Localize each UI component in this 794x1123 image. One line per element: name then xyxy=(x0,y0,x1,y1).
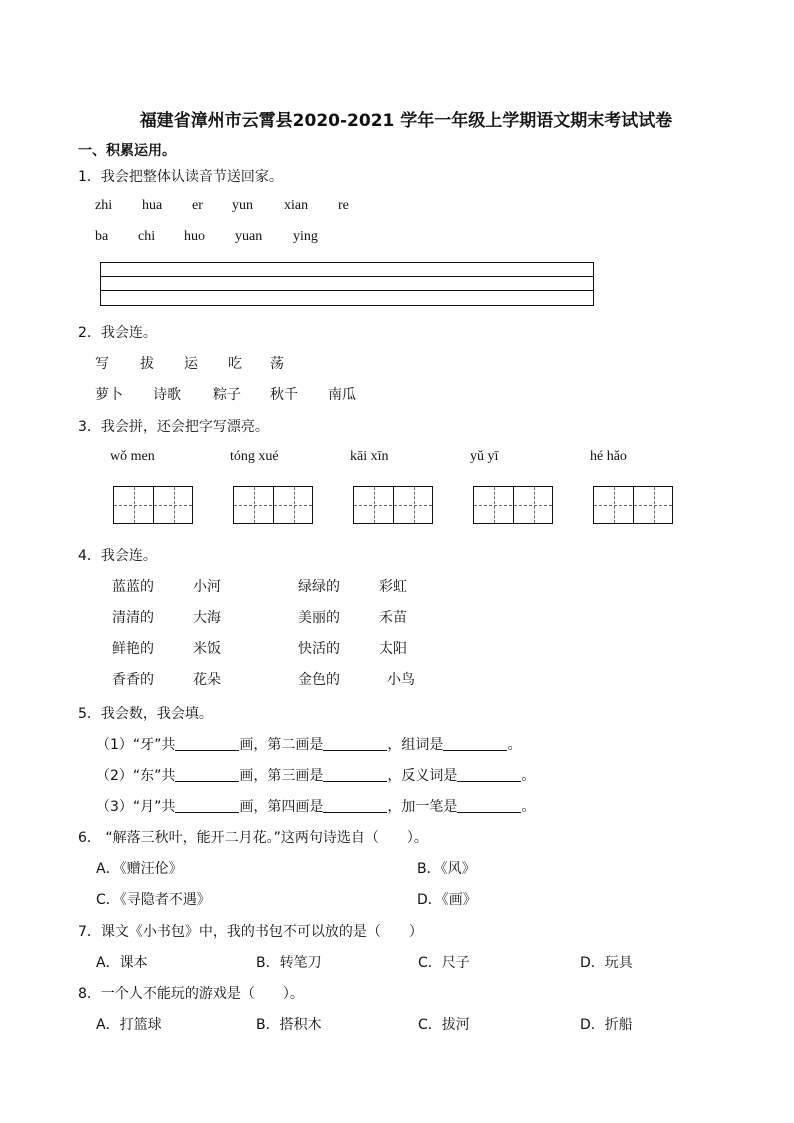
fill-text: （3）“月”共 xyxy=(96,799,176,815)
fill-line-2 xyxy=(96,765,535,785)
option-a[interactable]: A．《赠汪伦》 xyxy=(96,861,183,877)
question-2-stem: 2．我会连。 xyxy=(78,325,157,341)
syllable: re xyxy=(338,198,349,213)
syllable: ba xyxy=(95,229,109,244)
writing-grid[interactable] xyxy=(113,486,193,524)
writing-grid[interactable] xyxy=(593,486,673,524)
match-word: 写 xyxy=(95,356,109,372)
match-word: 小河 xyxy=(193,579,221,595)
syllable: hua xyxy=(142,198,163,213)
page-title: 福建省漳州市云霄县2020-2021 学年一年级上学期语文期末考试试卷 xyxy=(139,111,673,131)
syllable: xian xyxy=(284,198,309,213)
option-a[interactable]: A．课本 xyxy=(96,955,148,971)
fill-text: 画，第四画是 xyxy=(239,799,324,815)
fill-text: 画，第三画是 xyxy=(239,768,324,784)
match-word: 金色的 xyxy=(298,672,340,688)
fill-text: 。 xyxy=(521,799,536,815)
fill-text: 。 xyxy=(521,768,536,784)
answer-blank[interactable] xyxy=(323,798,387,813)
option-b[interactable]: B．《风》 xyxy=(417,861,476,877)
option-b[interactable]: B．搭积木 xyxy=(256,1017,322,1033)
section-heading: 一、积累运用。 xyxy=(78,143,176,159)
match-word: 秋千 xyxy=(270,387,298,403)
writing-grid[interactable] xyxy=(353,486,433,524)
syllable: zhi xyxy=(95,198,113,213)
match-word: 拔 xyxy=(140,356,154,372)
match-word: 清清的 xyxy=(112,610,154,626)
answer-blank[interactable] xyxy=(323,767,387,782)
option-d[interactable]: D．《画》 xyxy=(417,892,477,908)
match-word: 蓝蓝的 xyxy=(112,579,154,595)
fill-text: ，组词是 xyxy=(387,737,444,753)
match-word: 彩虹 xyxy=(379,579,407,595)
match-word: 禾苗 xyxy=(379,610,407,626)
pinyin-writing-lines[interactable] xyxy=(100,262,594,306)
match-word: 小鸟 xyxy=(387,672,415,688)
answer-blank[interactable] xyxy=(175,767,239,782)
match-word: 绿绿的 xyxy=(298,579,340,595)
match-word: 美丽的 xyxy=(298,610,340,626)
match-word: 鲜艳的 xyxy=(112,641,154,657)
question-6-stem: 6． “解落三秋叶，能开二月花。”这两句诗选自（ ）。 xyxy=(78,830,428,846)
answer-blank[interactable] xyxy=(175,798,239,813)
match-word: 快活的 xyxy=(298,641,340,657)
question-7-stem: 7．课文《小书包》中，我的书包不可以放的是（ ） xyxy=(78,924,423,940)
writing-grid[interactable] xyxy=(233,486,313,524)
question-4-stem: 4．我会连。 xyxy=(78,548,157,564)
match-word: 萝卜 xyxy=(95,387,123,403)
writing-grid[interactable] xyxy=(473,486,553,524)
match-word: 南瓜 xyxy=(328,387,356,403)
option-c[interactable]: C．拔河 xyxy=(418,1017,470,1033)
fill-line-3 xyxy=(96,796,535,816)
syllable: huo xyxy=(184,229,205,244)
question-5-stem: 5．我会数，我会填。 xyxy=(78,706,213,722)
fill-text: （2）“东”共 xyxy=(96,768,176,784)
answer-blank[interactable] xyxy=(443,736,507,751)
syllable: chi xyxy=(138,229,156,244)
question-3-stem: 3．我会拼，还会把字写漂亮。 xyxy=(78,419,269,435)
syllable: yuan xyxy=(235,229,263,244)
match-word: 粽子 xyxy=(213,387,241,403)
fill-text: （1）“牙”共 xyxy=(96,737,176,753)
question-1-stem: 1．我会把整体认读音节送回家。 xyxy=(78,169,283,185)
fill-text: ，反义词是 xyxy=(387,768,458,784)
option-d[interactable]: D．折船 xyxy=(580,1017,633,1033)
syllable: ying xyxy=(293,229,318,244)
match-word: 运 xyxy=(184,356,198,372)
match-word: 米饭 xyxy=(193,641,221,657)
match-word: 香香的 xyxy=(112,672,154,688)
answer-blank[interactable] xyxy=(175,736,239,751)
match-word: 诗歌 xyxy=(153,387,181,403)
answer-blank[interactable] xyxy=(457,767,521,782)
option-b[interactable]: B．转笔刀 xyxy=(256,955,322,971)
answer-blank[interactable] xyxy=(323,736,387,751)
answer-blank[interactable] xyxy=(457,798,521,813)
option-c[interactable]: C．尺子 xyxy=(418,955,470,971)
option-c[interactable]: C．《寻隐者不遇》 xyxy=(96,892,211,908)
option-a[interactable]: A．打篮球 xyxy=(96,1017,162,1033)
fill-text: 。 xyxy=(507,737,522,753)
fill-text: 画，第二画是 xyxy=(239,737,324,753)
pinyin-label: tóng xué xyxy=(230,449,279,464)
pinyin-label: kāi xīn xyxy=(350,449,389,464)
match-word: 吃 xyxy=(228,356,242,372)
fill-line-1 xyxy=(96,734,521,754)
match-word: 大海 xyxy=(193,610,221,626)
option-d[interactable]: D．玩具 xyxy=(580,955,633,971)
pinyin-label: hé hǎo xyxy=(590,449,627,464)
pinyin-label: yǔ yī xyxy=(470,449,499,464)
question-8-stem: 8．一个人不能玩的游戏是（ ）。 xyxy=(78,986,304,1002)
match-word: 太阳 xyxy=(379,641,407,657)
match-word: 花朵 xyxy=(193,672,221,688)
pinyin-label: wǒ men xyxy=(110,449,155,464)
fill-text: ，加一笔是 xyxy=(387,799,458,815)
syllable: er xyxy=(192,198,203,213)
syllable: yun xyxy=(232,198,253,213)
match-word: 荡 xyxy=(270,356,284,372)
